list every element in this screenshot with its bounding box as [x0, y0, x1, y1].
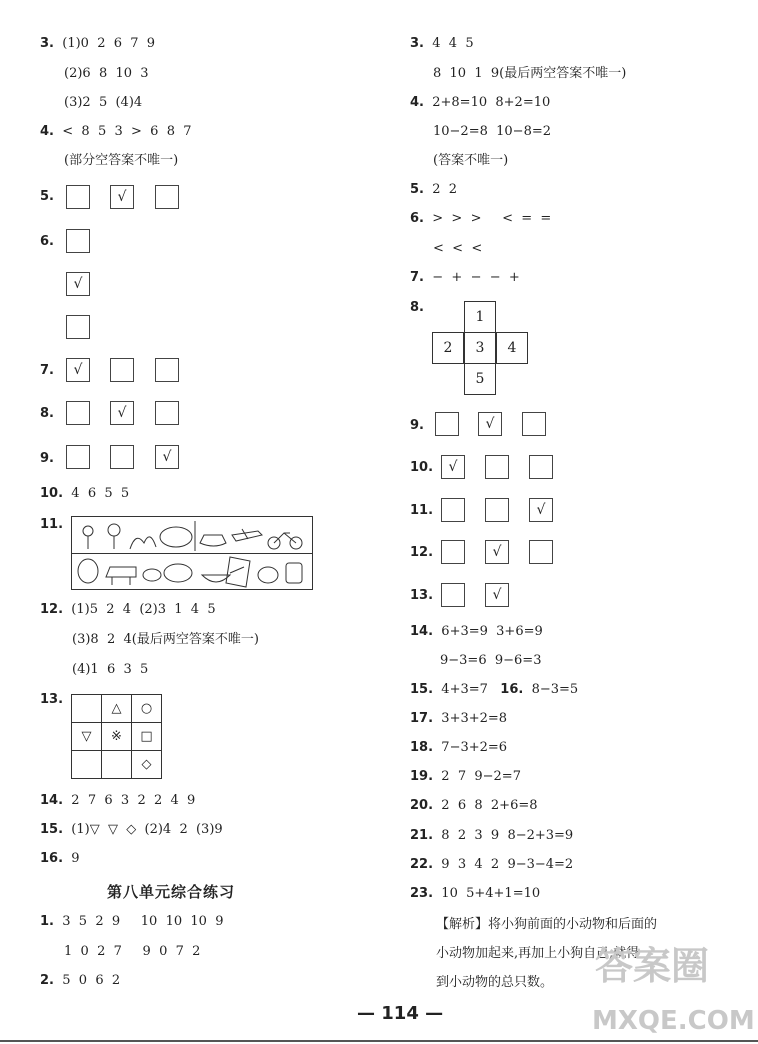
q9-box-1: [66, 445, 90, 469]
r15-line: [410, 682, 578, 698]
bottom-rule: [0, 1040, 758, 1042]
r13-number: 13.: [410, 588, 434, 603]
r14-number: 14.: [410, 624, 434, 639]
q13-cell: ◇: [132, 751, 162, 779]
s2-number: 2.: [40, 973, 54, 988]
q9-number: 9.: [40, 451, 54, 466]
r5-number: 5.: [410, 182, 424, 197]
page-number: — 114 —: [357, 1003, 444, 1024]
q15-number: 15.: [40, 822, 64, 837]
q4-number: 4.: [40, 124, 54, 139]
r4-note: (答案不唯一): [433, 153, 509, 168]
q11-number: 11.: [40, 517, 64, 532]
q13-cell: ※: [102, 723, 132, 751]
q5-number: 5.: [40, 189, 54, 204]
r6-number: 6.: [410, 211, 424, 226]
r8-number: 8.: [410, 300, 424, 315]
q14-answer: 2 7 6 3 2 2 4 9: [71, 793, 196, 808]
r5-answer: 2 2: [432, 182, 458, 197]
q3-line-1: [40, 36, 155, 52]
s1-number: 1.: [40, 914, 54, 929]
r20-number: 20.: [410, 798, 434, 813]
r14-answer-1: 6+3=9 3+6=9: [441, 624, 543, 639]
q5-box-1: [66, 185, 90, 209]
r9-box-1: [435, 412, 459, 436]
r22-answer: 9 3 4 2 9−3−4=2: [441, 857, 574, 872]
r12-box-2: √: [485, 540, 509, 564]
r7-answer: − + − − +: [432, 270, 520, 285]
section-title: 第八单元综合练习: [107, 883, 236, 901]
q4-answer: < 8 5 3 > 6 8 7: [62, 124, 192, 139]
dog-icon: [143, 569, 161, 581]
r11-box-1: [441, 498, 465, 522]
r8-cell-top: 1: [464, 301, 496, 333]
q13-cell: ▽: [72, 723, 102, 751]
q7-number: 7.: [40, 363, 54, 378]
q4-line-1: [40, 124, 192, 140]
r23-answer: 10 5+4+1=10: [441, 886, 541, 901]
q4-note: (部分空答案不唯一): [64, 153, 179, 168]
r23-line: [410, 886, 540, 902]
q5-box-2: √: [110, 185, 134, 209]
q13-cell: [72, 751, 102, 779]
r4-number: 4.: [410, 95, 424, 110]
r9-box-2: √: [478, 412, 502, 436]
r17-line: [410, 711, 507, 727]
r22-line: [410, 857, 573, 873]
r18-answer: 7−3+2=6: [441, 740, 508, 755]
q3-number: 3.: [40, 36, 54, 51]
q13-grid: [71, 694, 162, 779]
r13-box-2: √: [485, 583, 509, 607]
r23-explanation-2: 小动物加起来,再加上小狗自己,就得: [436, 946, 640, 961]
q13-cell: ○: [132, 695, 162, 723]
q13-cell: [72, 695, 102, 723]
q11-picture-sorting: [71, 516, 313, 590]
r12-box-1: [441, 540, 465, 564]
q8-box-2: √: [110, 401, 134, 425]
r19-line: [410, 769, 521, 785]
q14-line: [40, 793, 195, 809]
q12-answer-2: (3)8 2 4(最后两空答案不唯一): [72, 632, 259, 647]
r19-number: 19.: [410, 769, 434, 784]
q16-number: 16.: [40, 851, 64, 866]
q13-cell: [102, 751, 132, 779]
q8-box-1: [66, 401, 90, 425]
q7-box-3: [155, 358, 179, 382]
r7-line: [410, 270, 520, 286]
r10-number: 10.: [410, 460, 434, 475]
q8-number: 8.: [40, 406, 54, 421]
cow-icon: [160, 527, 192, 547]
boat-icon: [200, 535, 226, 546]
q10-answer: 4 6 5 5: [71, 486, 130, 501]
q7-box-2: [110, 358, 134, 382]
q13-number: 13.: [40, 692, 64, 707]
r11-number: 11.: [410, 503, 434, 518]
r10-box-2: [485, 455, 509, 479]
r21-number: 21.: [410, 828, 434, 843]
q9-box-3: √: [155, 445, 179, 469]
s1-answer-2: 1 0 2 7 9 0 7 2: [64, 944, 201, 959]
r15-number: 15.: [410, 682, 434, 697]
r9-number: 9.: [410, 418, 424, 433]
q6-box-2: √: [66, 272, 90, 296]
r15-answer: 4+3=7: [441, 682, 501, 697]
plant-icon: [130, 537, 156, 549]
q6-box-3: [66, 315, 90, 339]
r20-line: [410, 798, 538, 814]
flower-icon: [83, 526, 93, 536]
r3-answer-2: 8 10 1 9(最后两空答案不唯一): [433, 66, 627, 81]
r23-number: 23.: [410, 886, 434, 901]
flower-icon: [108, 524, 120, 536]
q9-box-2: [110, 445, 134, 469]
q8-box-3: [155, 401, 179, 425]
pot-icon: [258, 567, 278, 583]
r22-number: 22.: [410, 857, 434, 872]
r21-answer: 8 2 3 9 8−2+3=9: [441, 828, 574, 843]
q13-cell: □: [132, 723, 162, 751]
q6-number: 6.: [40, 234, 54, 249]
r5-line: [410, 182, 457, 198]
r17-number: 17.: [410, 711, 434, 726]
r6-answer-2: < < <: [433, 241, 483, 256]
r14-line-1: [410, 624, 543, 640]
r16-answer: 8−3=5: [531, 682, 579, 697]
q14-number: 14.: [40, 793, 64, 808]
r3-line-1: [410, 36, 474, 52]
r8-cell-bottom: 5: [464, 363, 496, 395]
q15-line: [40, 822, 223, 838]
s1-answer-1: 3 5 2 9 10 10 10 9: [62, 914, 224, 929]
q3-answer-1: (1)0 2 6 7 9: [62, 36, 156, 51]
s1-line-1: [40, 914, 223, 930]
s2-line: [40, 973, 120, 989]
horse-icon: [106, 567, 136, 585]
q10-number: 10.: [40, 486, 64, 501]
plane-icon: [232, 529, 262, 541]
q10-line: [40, 486, 129, 502]
r19-answer: 2 7 9−2=7: [441, 769, 521, 784]
q7-box-1: √: [66, 358, 90, 382]
r7-number: 7.: [410, 270, 424, 285]
r16-number: 16.: [500, 682, 524, 697]
r12-box-3: [529, 540, 553, 564]
r18-number: 18.: [410, 740, 434, 755]
frying-pan-icon: [202, 567, 244, 582]
q6-box-1: [66, 229, 90, 253]
r23-explanation-1: 【解析】将小狗前面的小动物和后面的: [436, 917, 658, 932]
watermark-logo: 答案圈: [595, 944, 710, 988]
r10-box-3: [529, 455, 553, 479]
r4-answer-2: 10−2=8 10−8=2: [433, 124, 552, 139]
jar-icon: [286, 563, 302, 583]
q3-answer-2: (2)6 8 10 3: [64, 66, 149, 81]
pig-icon: [164, 564, 192, 582]
r20-answer: 2 6 8 2+6=8: [441, 798, 538, 813]
r11-box-3: √: [529, 498, 553, 522]
bag-icon: [226, 557, 250, 587]
bird-icon: [78, 559, 98, 583]
watermark-url: MXQE.COM: [592, 1006, 755, 1036]
r13-box-1: [441, 583, 465, 607]
r6-line-1: [410, 211, 551, 227]
r6-answer-1: > > > < = =: [432, 211, 552, 226]
r21-line: [410, 828, 573, 844]
q16-line: [40, 851, 80, 867]
r4-answer-1: 2+8=10 8+2=10: [432, 95, 551, 110]
r23-explanation-3: 到小动物的总只数。: [436, 975, 554, 990]
r3-answer-1: 4 4 5: [432, 36, 474, 51]
q13-cell: △: [102, 695, 132, 723]
s2-answer: 5 0 6 2: [62, 973, 121, 988]
q12-answer-1: (1)5 2 4 (2)3 1 4 5: [71, 602, 216, 617]
q15-answer: (1)▽ ▽ ◇ (2)4 2 (3)9: [71, 822, 223, 837]
r11-box-2: [485, 498, 509, 522]
r9-box-3: [522, 412, 546, 436]
q12-number: 12.: [40, 602, 64, 617]
r8-cell-left: 2: [432, 332, 464, 364]
q12-answer-3: (4)1 6 3 5: [72, 662, 149, 677]
r8-cell-right: 4: [496, 332, 528, 364]
r17-answer: 3+3+2=8: [441, 711, 508, 726]
r3-number: 3.: [410, 36, 424, 51]
r8-cell-center: 3: [464, 332, 496, 364]
r4-line-1: [410, 95, 550, 111]
q5-box-3: [155, 185, 179, 209]
q3-answer-3: (3)2 5 (4)4: [64, 95, 143, 110]
r12-number: 12.: [410, 545, 434, 560]
q11-drawings: [72, 517, 312, 589]
q12-line-1: [40, 602, 216, 618]
q16-answer: 9: [71, 851, 80, 866]
r10-box-1: √: [441, 455, 465, 479]
r14-answer-2: 9−3=6 9−6=3: [440, 653, 542, 668]
r18-line: [410, 740, 507, 756]
